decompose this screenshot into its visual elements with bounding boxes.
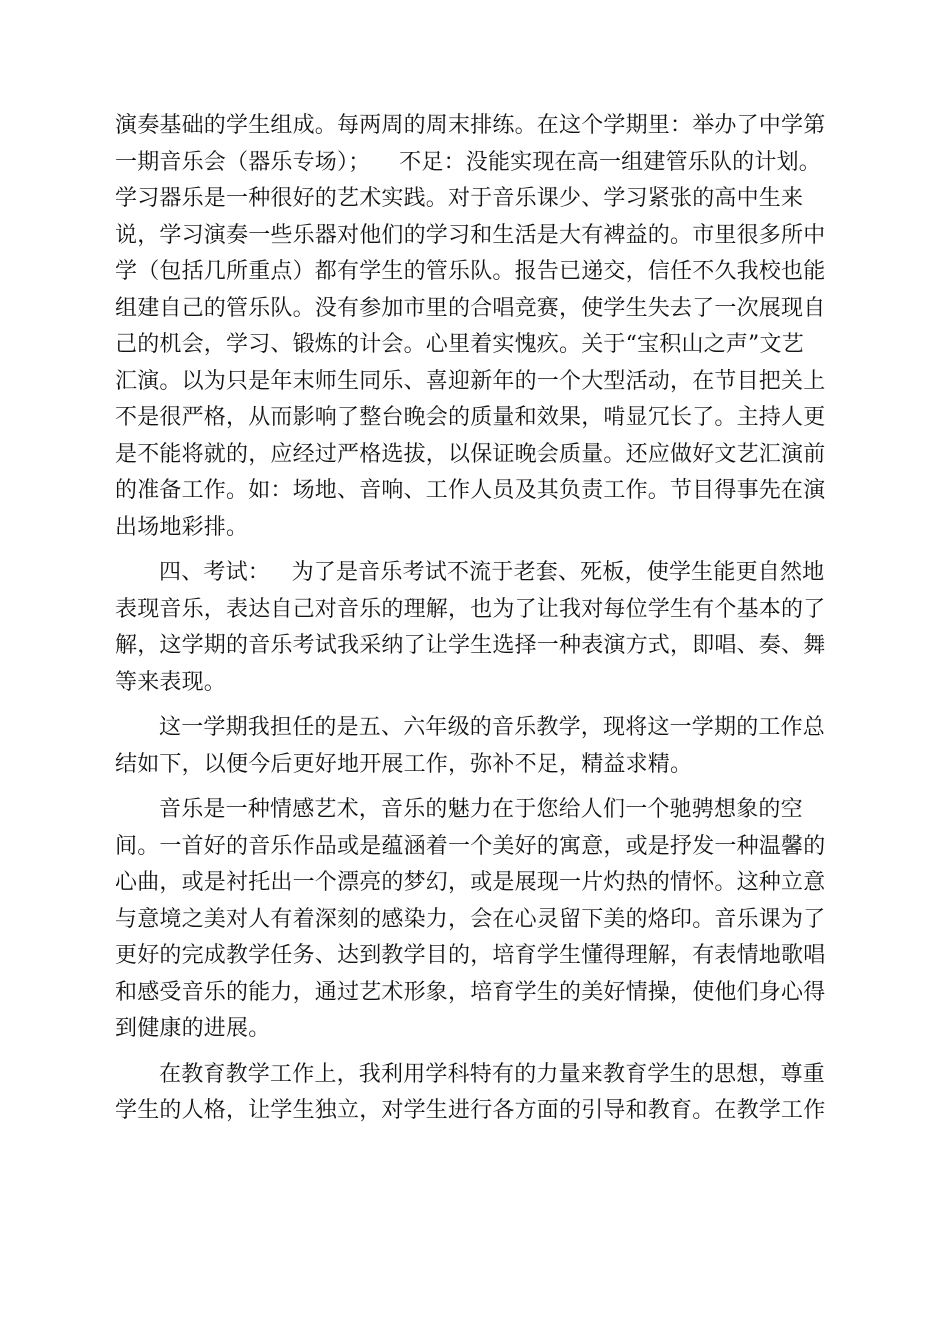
text-line: 不是很严格，从而影响了整台晚会的质量和效果，啃显冗长了。主持人更 bbox=[115, 405, 826, 430]
text-line: 等来表现。 bbox=[115, 669, 227, 695]
text-line: 和感受音乐的能力，通过艺术形象，培育学生的美好情操，使他们身心得 bbox=[115, 979, 826, 1005]
document-body bbox=[115, 108, 835, 1130]
paragraph-continuation bbox=[115, 108, 835, 546]
text-line: 学（包括几所重点）都有学生的管乐队。报告已递交，信任不久我校也能 bbox=[115, 259, 826, 284]
text-line: 在教育教学工作上，我利用学科特有的力量来教育学生的思想，尊重 bbox=[159, 1061, 826, 1087]
text-line: 学生的人格，让学生独立，对学生进行各方面的引导和教育。在教学工作 bbox=[115, 1098, 826, 1123]
text-line: 这一学期我担任的是五、六年级的音乐教学，现将这一学期的工作总 bbox=[159, 715, 826, 740]
text-line: 一期音乐会（器乐专场）； 不足：没能实现在高一组建管乐队的计划。 bbox=[115, 149, 821, 175]
text-line: 汇演。以为只是年末师生同乐、喜迎新年的一个大型活动，在节目把关上 bbox=[115, 368, 826, 394]
text-line: 到健康的进展。 bbox=[115, 1016, 271, 1041]
text-line: 己的机会，学习、锻炼的计会。心里着实愧疚。关于“宝积山之声”文艺 bbox=[115, 332, 804, 357]
text-line: 解，这学期的音乐考试我采纳了让学生选择一种表演方式，即唱、奏、舞 bbox=[115, 633, 826, 658]
paragraph-teaching-work bbox=[115, 1057, 835, 1130]
text-line: 组建自己的管乐队。没有参加市里的合唱竞赛，使学生失去了一次展现自 bbox=[115, 295, 826, 321]
text-line: 是不能将就的，应经过严格选拔，以保证晚会质量。还应做好文艺汇演前 bbox=[115, 441, 826, 467]
text-line: 心曲，或是衬托出一个漂亮的梦幻，或是展现一片灼热的情怀。这种立意 bbox=[115, 870, 826, 895]
text-line: 说，学习演奏一些乐器对他们的学习和生活是大有裨益的。市里很多所中 bbox=[115, 222, 826, 248]
text-line: 间。一首好的音乐作品或是蕴涵着一个美好的寓意，或是抒发一种温馨的 bbox=[115, 833, 826, 859]
paragraph-music-art bbox=[115, 792, 835, 1048]
text-line: 结如下，以便今后更好地开展工作，弥补不足，精益求精。 bbox=[115, 751, 693, 777]
text-line: 四、考试： 为了是音乐考试不流于老套、死板，使学生能更自然地 bbox=[159, 560, 825, 585]
text-line: 与意境之美对人有着深刻的感染力，会在心灵留下美的烙印。音乐课为了 bbox=[115, 906, 826, 932]
text-line: 的准备工作。如：场地、音响、工作人员及其负责工作。节目得事先在演 bbox=[115, 478, 826, 503]
text-line: 表现音乐，表达自己对音乐的理解，也为了让我对每位学生有个基本的了 bbox=[115, 596, 826, 622]
text-line: 学习器乐是一种很好的艺术实践。对于音乐课少、学习紧张的高中生来 bbox=[115, 186, 804, 211]
text-line: 演奏基础的学生组成。每两周的周末排练。在这个学期里：举办了中学第 bbox=[115, 113, 826, 138]
text-line: 出场地彩排。 bbox=[115, 514, 249, 540]
text-line: 音乐是一种情感艺术，音乐的魅力在于您给人们一个驰骋想象的空 bbox=[159, 797, 803, 822]
paragraph-summary-intro bbox=[115, 710, 835, 783]
text-line: 更好的完成教学任务、达到教学目的，培育学生懂得理解，有表情地歌唱 bbox=[115, 943, 826, 968]
paragraph-exam bbox=[115, 555, 835, 701]
